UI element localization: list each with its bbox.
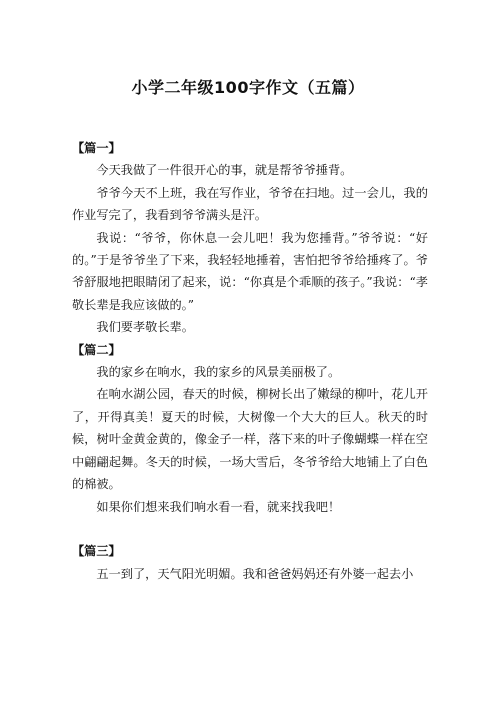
paragraph: 如果你们想来我们响水看一看，就来找我吧！ xyxy=(96,499,341,514)
section-heading-2: 【篇二】 xyxy=(72,342,121,357)
section-heading-3: 【篇三】 xyxy=(72,544,121,559)
paragraph: 在响水湖公园，春天的时候，柳树长出了嫩绿的柳叶，花儿开了，开得真美！夏天的时候，大树像一个大大的巨人。秋天的时候，树叶金黄金黄的，像金子一样，落下来的叶子像蝴蝶一样在空中翩翩起舞。冬天的时候，一场大雪后，冬爷爷给大地铺上了白色的棉被。 xyxy=(72,387,428,492)
paragraph: 我们要孝敬长辈。 xyxy=(96,320,194,335)
section-heading-1: 【篇一】 xyxy=(72,141,121,155)
document-title: 小学二年级100字作文（五篇） xyxy=(131,78,365,97)
document-body xyxy=(72,137,428,585)
paragraph: 今天我做了一件很开心的事，就是帮爷爷捶背。 xyxy=(96,163,353,178)
paragraph: 我说：“爷爷，你休息一会儿吧！我为您捶背。”爷爷说：“好的。”于是爷爷坐了下来，我轻轻地捶着，害怕把爷爷给捶疼了。爷爷舒服地把眼睛闭了起来，说：“你真是个乖顺的孩子。”我说：“孝敬长辈是我应该做的。” xyxy=(72,230,428,312)
paragraph: 爷爷今天不上班，我在写作业，爷爷在扫地。过一会儿，我的作业写完了，我看到爷爷满头是汗。 xyxy=(72,185,428,223)
section-spacer xyxy=(72,518,428,540)
paragraph: 五一到了，天气阳光明媚。我和爸爸妈妈还有外婆一起去小 xyxy=(96,566,414,581)
paragraph: 我的家乡在响水，我的家乡的风景美丽极了。 xyxy=(96,365,341,380)
